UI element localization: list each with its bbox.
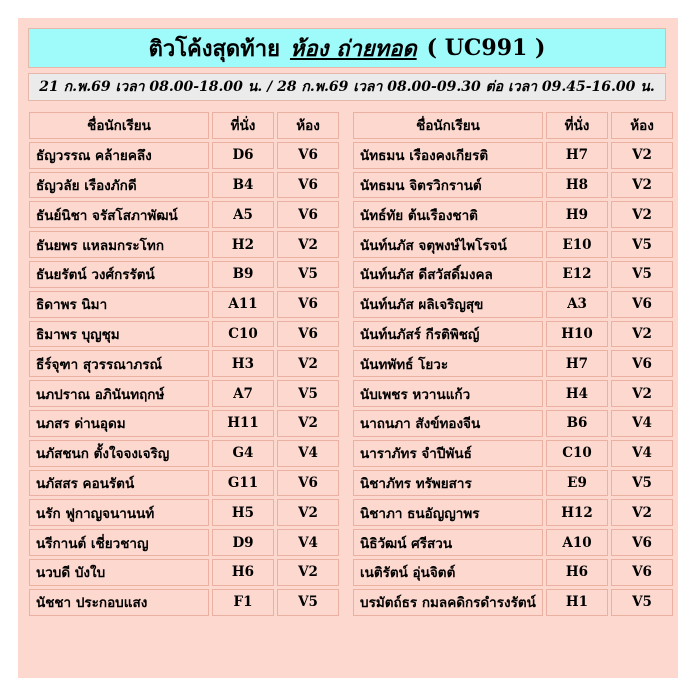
student-name: บรมัตถ์ธร กมลคดิกรดำรงรัตน์	[353, 589, 543, 616]
table-row	[353, 142, 673, 169]
student-name: นัทธมน เรืองคงเกียรติ	[353, 142, 543, 169]
table-row	[353, 529, 673, 556]
seating-table-left	[26, 109, 342, 619]
room-number: V6	[277, 142, 339, 169]
header-seat: ที่นั่ง	[212, 112, 274, 139]
room-number: V6	[277, 201, 339, 228]
student-name: นับเพชร หวานแก้ว	[353, 380, 543, 407]
table-row	[353, 350, 673, 377]
table-row	[29, 350, 339, 377]
seat-number: F1	[212, 589, 274, 616]
header-name: ชื่อนักเรียน	[29, 112, 209, 139]
seat-number: H4	[546, 380, 608, 407]
room-number: V6	[277, 470, 339, 497]
room-number: V6	[611, 350, 673, 377]
table-row	[29, 380, 339, 407]
student-name: ธัญวรรณ คล้ายคลึง	[29, 142, 209, 169]
student-name: นภัสชนก ตั้งใจจงเจริญ	[29, 440, 209, 467]
title-room: ห้อง ถ่ายทอด	[289, 35, 417, 62]
seat-number: H7	[546, 142, 608, 169]
room-number: V5	[277, 261, 339, 288]
student-name: ธิมาพร บุญชุม	[29, 321, 209, 348]
table-row	[353, 231, 673, 258]
room-number: V4	[277, 440, 339, 467]
table-row	[353, 499, 673, 526]
student-name: นภัสสร คอนรัตน์	[29, 470, 209, 497]
room-number: V2	[277, 231, 339, 258]
room-number: V5	[277, 380, 339, 407]
table-row	[353, 589, 673, 616]
room-number: V2	[277, 559, 339, 586]
seating-table-right	[350, 109, 676, 619]
table-row	[29, 529, 339, 556]
seat-number: A11	[212, 291, 274, 318]
table-row	[29, 589, 339, 616]
student-name: นันท์นภัส ผลิเจริญสุข	[353, 291, 543, 318]
student-name: นาถนภา สังข์ทองจีน	[353, 410, 543, 437]
table-row	[353, 470, 673, 497]
seat-number: C10	[546, 440, 608, 467]
header-room: ห้อง	[277, 112, 339, 139]
room-number: V5	[611, 589, 673, 616]
student-name: นันท์นภัส จตุพงษ์ไพโรจน์	[353, 231, 543, 258]
room-number: V2	[611, 142, 673, 169]
seat-number: E9	[546, 470, 608, 497]
room-number: V5	[277, 589, 339, 616]
student-name: นันทพัทธ์ โยวะ	[353, 350, 543, 377]
table-row	[353, 410, 673, 437]
header-name: ชื่อนักเรียน	[353, 112, 543, 139]
seat-number: A7	[212, 380, 274, 407]
page-title	[28, 28, 666, 68]
room-number: V4	[611, 410, 673, 437]
table-row	[29, 172, 339, 199]
room-number: V4	[277, 529, 339, 556]
seat-number: D6	[212, 142, 274, 169]
table-row	[353, 380, 673, 407]
table-row	[29, 231, 339, 258]
seat-number: H10	[546, 321, 608, 348]
student-name: นรีกานต์ เชี่ยวชาญ	[29, 529, 209, 556]
room-number: V4	[611, 440, 673, 467]
table-row	[29, 291, 339, 318]
student-name: นิชาภัทร ทรัพยสาร	[353, 470, 543, 497]
seat-number: B6	[546, 410, 608, 437]
student-name: ธีร์จุฑา สุวรรณาภรณ์	[29, 350, 209, 377]
seat-number: H5	[212, 499, 274, 526]
seat-number: H9	[546, 201, 608, 228]
room-number: V6	[277, 321, 339, 348]
table-row	[353, 201, 673, 228]
room-number: V2	[277, 410, 339, 437]
seat-number: H2	[212, 231, 274, 258]
seat-number: H8	[546, 172, 608, 199]
room-number: V6	[277, 291, 339, 318]
table-row	[29, 201, 339, 228]
student-name: นภสร ด่านอุดม	[29, 410, 209, 437]
seat-number: H6	[212, 559, 274, 586]
seat-number: E10	[546, 231, 608, 258]
title-code: ( UC991 )	[426, 35, 546, 61]
room-number: V2	[277, 499, 339, 526]
seat-number: H6	[546, 559, 608, 586]
seat-number: H1	[546, 589, 608, 616]
student-name: นรัก ฟูกาญจนานนท์	[29, 499, 209, 526]
seat-number: B4	[212, 172, 274, 199]
header-room: ห้อง	[611, 112, 673, 139]
table-row	[29, 440, 339, 467]
table-row	[29, 410, 339, 437]
table-row	[353, 321, 673, 348]
room-number: V2	[611, 380, 673, 407]
student-name: นันท์นภัส ดีสวัสดิ์มงคล	[353, 261, 543, 288]
seat-number: B9	[212, 261, 274, 288]
seat-number: H7	[546, 350, 608, 377]
student-name: ธันย์นิชา จรัสโสภาพัฒน์	[29, 201, 209, 228]
table-row	[29, 499, 339, 526]
student-name: นัทธ์ทัย ต้นเรืองชาติ	[353, 201, 543, 228]
table-row	[353, 559, 673, 586]
schedule-subtitle: 21 ก.พ.69 เวลา 08.00-18.00 น. / 28 ก.พ.69 เวลา 08.00-09.30 ต่อ เวลา 09.45-16.00 น.	[28, 73, 666, 101]
seat-number: H11	[212, 410, 274, 437]
student-name: นิธิวัฒน์ ศรีสวน	[353, 529, 543, 556]
table-row	[29, 470, 339, 497]
table-row	[29, 321, 339, 348]
table-row	[29, 559, 339, 586]
student-name: นัทธมน จิตรวิกรานต์	[353, 172, 543, 199]
student-name: นัชชา ประกอบแสง	[29, 589, 209, 616]
student-name: นาราภัทร จำปีพันธ์	[353, 440, 543, 467]
seat-number: C10	[212, 321, 274, 348]
student-name: ธิดาพร นิมา	[29, 291, 209, 318]
room-number: V5	[611, 231, 673, 258]
student-name: ธันยรัตน์ วงศ์กรรัตน์	[29, 261, 209, 288]
student-name: นิชาภา ธนอัญญาพร	[353, 499, 543, 526]
seat-number: A5	[212, 201, 274, 228]
student-name: นวบดี บังใบ	[29, 559, 209, 586]
room-number: V2	[611, 201, 673, 228]
header-seat: ที่นั่ง	[546, 112, 608, 139]
table-row	[29, 142, 339, 169]
header-row	[353, 112, 673, 139]
room-number: V5	[611, 261, 673, 288]
student-name: นภปราณ อภินันทฤกษ์	[29, 380, 209, 407]
room-number: V5	[611, 470, 673, 497]
table-row	[29, 261, 339, 288]
student-name: ธันยพร แหลมกระโทก	[29, 231, 209, 258]
seat-number: A10	[546, 529, 608, 556]
room-number: V2	[277, 350, 339, 377]
header-row	[29, 112, 339, 139]
room-number: V6	[611, 529, 673, 556]
student-name: เนติรัตน์ อุ่นจิตต์	[353, 559, 543, 586]
seat-number: H3	[212, 350, 274, 377]
title-text: ติวโค้งสุดท้าย	[148, 35, 280, 62]
table-row	[353, 440, 673, 467]
seat-number: D9	[212, 529, 274, 556]
table-row	[353, 172, 673, 199]
room-number: V2	[611, 172, 673, 199]
room-number: V6	[277, 172, 339, 199]
seat-number: G4	[212, 440, 274, 467]
room-number: V6	[611, 291, 673, 318]
table-row	[353, 261, 673, 288]
table-row	[353, 291, 673, 318]
seat-number: H12	[546, 499, 608, 526]
room-number: V2	[611, 321, 673, 348]
seat-number: G11	[212, 470, 274, 497]
room-number: V2	[611, 499, 673, 526]
student-name: นันท์นภัสร์ กีรติพิชญ์	[353, 321, 543, 348]
seat-number: A3	[546, 291, 608, 318]
room-number: V6	[611, 559, 673, 586]
student-name: ธัญวลัย เรืองภักดี	[29, 172, 209, 199]
seat-number: E12	[546, 261, 608, 288]
